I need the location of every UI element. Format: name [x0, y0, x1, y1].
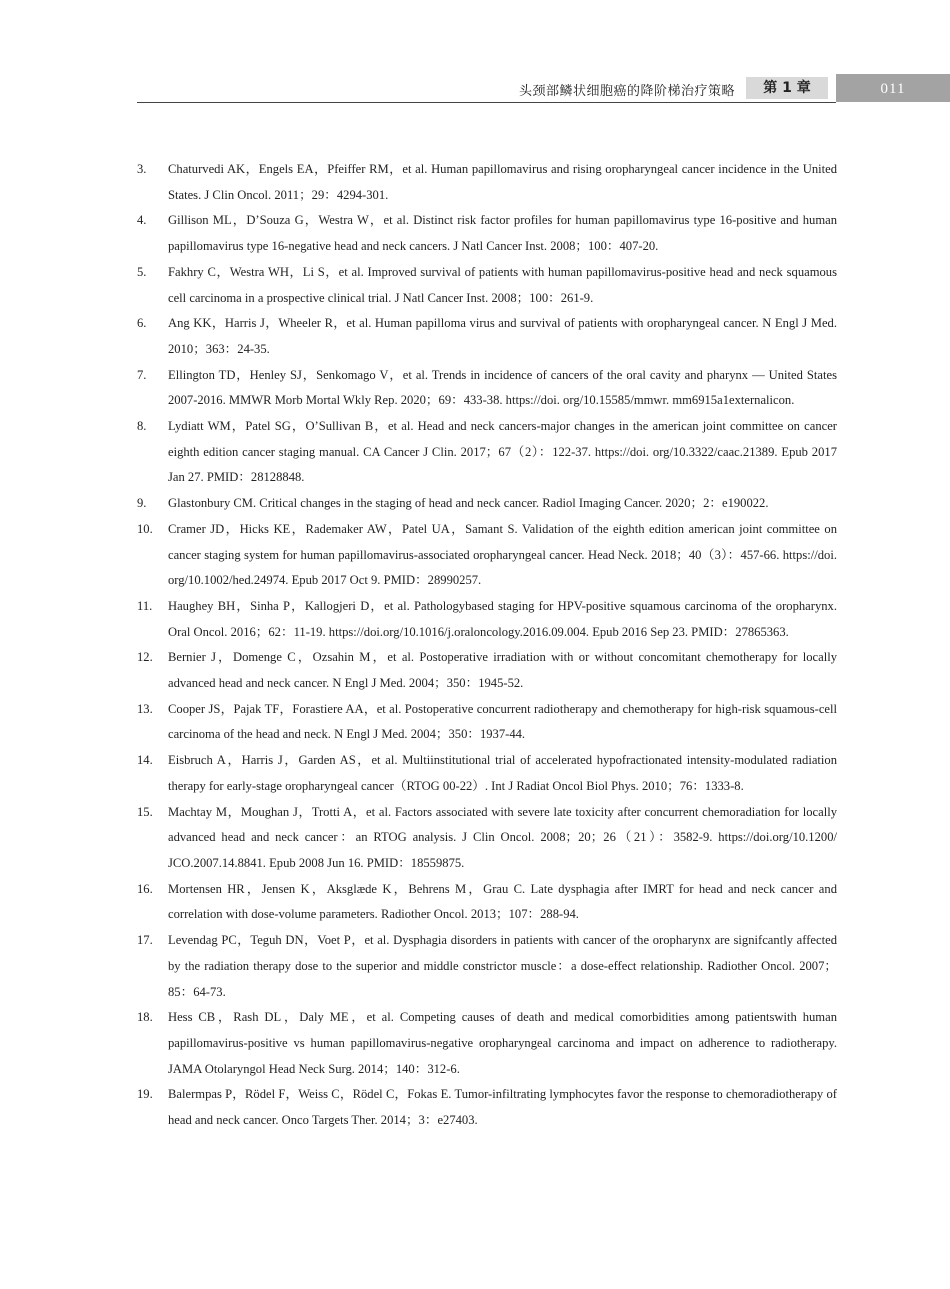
reference-number: 15.	[137, 804, 153, 819]
reference-number: 4.	[137, 213, 147, 228]
reference-number: 3.	[137, 162, 147, 176]
reference-item	[137, 491, 837, 517]
reference-item	[137, 363, 837, 414]
reference-item	[137, 877, 837, 928]
reference-number: 14.	[137, 753, 153, 768]
reference-number: 18.	[137, 1010, 153, 1025]
reference-item	[137, 311, 837, 362]
reference-number: 16.	[137, 881, 153, 896]
reference-list	[137, 157, 837, 1134]
reference-text: Levendag PC，Teguh DN，Voet P，et al. Dysphagia disorders in patients with cancer of the oropharynx are signifcantly affected by the radiation therapy dose to the superior and middle constrictor muscle：a dose-effect relationship. Radiother Oncol. 2007；85：64-73.	[168, 933, 837, 999]
reference-number: 12.	[137, 650, 153, 665]
reference-item	[137, 414, 837, 491]
reference-item	[137, 1005, 837, 1082]
reference-item	[137, 928, 837, 1005]
reference-item	[137, 1082, 837, 1133]
reference-item	[137, 748, 837, 799]
reference-text: Ellington TD，Henley SJ，Senkomago V，et al. Trends in incidence of cancers of the oral cavity and pharynx — United States 2007-2016. MMWR Morb Mortal Wkly Rep. 2020；69：433-38. https://doi. org/10.15585/mmwr. mm6915a1externalicon.	[168, 367, 837, 408]
reference-number: 17.	[137, 933, 153, 948]
reference-item	[137, 208, 837, 259]
reference-item	[137, 157, 837, 208]
reference-number: 13.	[137, 701, 153, 716]
running-title: 头颈部鳞状细胞癌的降阶梯治疗策略	[518, 84, 735, 99]
reference-item	[137, 594, 837, 645]
page-header	[0, 74, 950, 104]
reference-text: Balermpas P，Rödel F，Weiss C，Rödel C，Fokas E. Tumor-infiltrating lymphocytes favor the response to chemoradiotherapy of head and neck cancer. Onco Targets Ther. 2014；3：e27403.	[168, 1087, 837, 1128]
reference-text: Haughey BH，Sinha P，Kallogjeri D，et al. Pathologybased staging for HPV-positive squamous carcinoma of the oropharynx. Oral Oncol. 2016；62：11-19. https://doi.org/10.1016/j.oraloncology.2016.09.004. Epub 2016 Sep 23. PMID：27865363.	[168, 598, 837, 639]
reference-number: 5.	[137, 264, 147, 279]
reference-item	[137, 260, 837, 311]
reference-text: Cramer JD，Hicks KE，Rademaker AW，Patel UA，Samant S. Validation of the eighth edition american joint committee on cancer staging system for human papillomavirus-associated oropharyngeal cancer. Head Neck. 2018；40（3）：457-66. https://doi. org/10.1002/hed.24974. Epub 2017 Oct 9. PMID：28990257.	[168, 521, 837, 588]
reference-item	[137, 800, 837, 877]
reference-text: Ang KK，Harris J，Wheeler R，et al. Human papilloma virus and survival of patients with oropharyngeal cancer. N Engl J Med. 2010；363：24-35.	[168, 316, 837, 356]
reference-text: Chaturvedi AK，Engels EA，Pfeiffer RM，et al. Human papillomavirus and rising oropharyngeal cancer incidence in the United States. J Clin Oncol. 2011；29：4294-301.	[168, 162, 837, 202]
reference-text: Glastonbury CM. Critical changes in the staging of head and neck cancer. Radiol Imaging Cancer. 2020；2：e190022.	[168, 496, 769, 511]
reference-text: Bernier J，Domenge C，Ozsahin M，et al. Postoperative irradiation with or without concomitant chemotherapy for locally advanced head and neck cancer. N Engl J Med. 2004；350：1945-52.	[168, 650, 837, 691]
page-number: 011	[836, 74, 950, 102]
reference-number: 9.	[137, 496, 147, 511]
reference-text: Gillison ML，D’Souza G，Westra W，et al. Distinct risk factor profiles for human papillomavirus type 16-positive and human papillomavirus type 16-negative head and neck cancers. J Natl Cancer Inst. 2008；100：407-20.	[168, 213, 837, 254]
reference-text: Hess CB，Rash DL，Daly ME，et al. Competing causes of death and medical comorbidities among patientswith human papillomavirus-positive vs human papillomavirus-negative oropharyngeal carcinoma and impact on adherence to radiotherapy. JAMA Otolaryngol Head Neck Surg. 2014；140：312-6.	[168, 1010, 837, 1076]
reference-number: 10.	[137, 521, 153, 536]
reference-item	[137, 517, 837, 594]
reference-number: 7.	[137, 367, 147, 382]
reference-text: Mortensen HR，Jensen K，Aksglæde K，Behrens M，Grau C. Late dysphagia after IMRT for head and neck cancer and correlation with dose-volume parameters. Radiother Oncol. 2013；107：288-94.	[168, 881, 837, 922]
chapter-label: 第 1 章	[746, 77, 828, 99]
reference-text: Lydiatt WM，Patel SG，O’Sullivan B，et al. Head and neck cancers-major changes in the american joint committee on cancer eighth edition cancer staging manual. CA Cancer J Clin. 2017；67（2）：122-37. https://doi. org/10.3322/caac.21389. Epub 2017 Jan 27. PMID：28128848.	[168, 419, 837, 485]
header-rule	[137, 102, 836, 103]
reference-number: 11.	[137, 598, 153, 613]
reference-number: 19.	[137, 1087, 153, 1102]
reference-text: Eisbruch A，Harris J，Garden AS，et al. Multiinstitutional trial of accelerated hypofractionated intensity-modulated radiation therapy for early-stage oropharyngeal cancer（RTOG 00-22）. Int J Radiat Oncol Biol Phys. 2010；76：1333-8.	[168, 753, 837, 793]
reference-text: Machtay M，Moughan J，Trotti A，et al. Factors associated with severe late toxicity after concurrent chemoradiation for locally advanced head and neck cancer：an RTOG analysis. J Clin Oncol. 2008；20；26（21）：3582-9. https://doi.org/10.1200/ JCO.2007.14.8841. Epub 2008 Jun 16. PMID：18559875.	[168, 804, 837, 870]
reference-text: Fakhry C，Westra WH，Li S，et al. Improved survival of patients with human papillomavirus-positive head and neck squamous cell carcinoma in a prospective clinical trial. J Natl Cancer Inst. 2008；100：261-9.	[168, 264, 837, 305]
reference-item	[137, 697, 837, 748]
reference-text: Cooper JS，Pajak TF，Forastiere AA，et al. Postoperative concurrent radiotherapy and chemotherapy for high-risk squamous-cell carcinoma of the head and neck. N Engl J Med. 2004；350：1937-44.	[168, 701, 837, 742]
reference-item	[137, 645, 837, 696]
reference-number: 8.	[137, 419, 147, 434]
reference-number: 6.	[137, 316, 147, 331]
